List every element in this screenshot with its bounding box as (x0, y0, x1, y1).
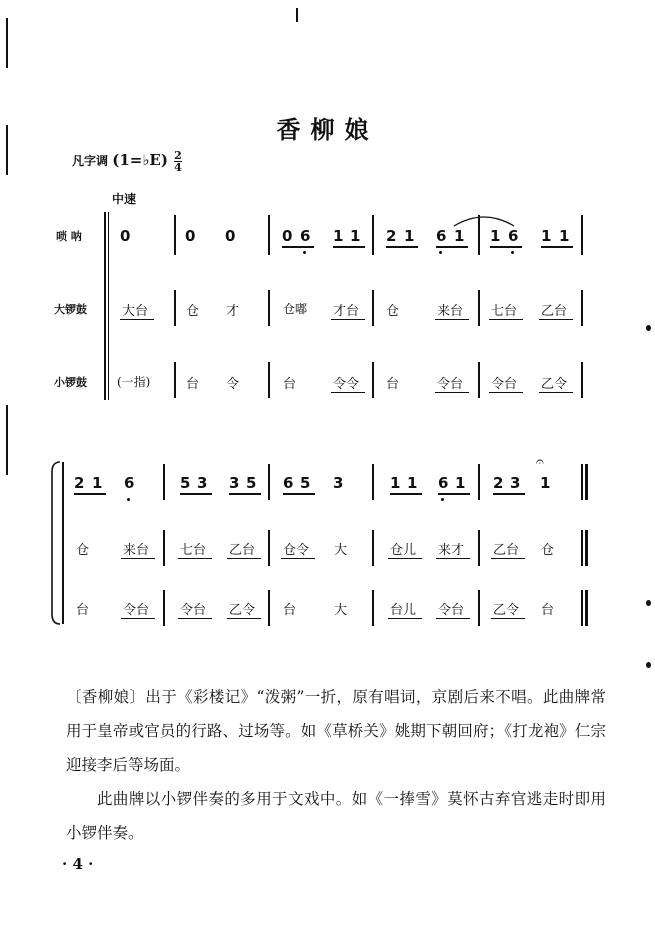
daluo-syllable: 来才 (438, 543, 465, 558)
beam (388, 618, 422, 619)
daluo-syllable: 仓令 (283, 543, 310, 558)
note: 1 (390, 474, 401, 492)
barline (268, 530, 270, 566)
note: 1 (333, 227, 344, 245)
barline (372, 290, 374, 326)
beam (180, 493, 212, 495)
system-bracket-line (62, 462, 64, 624)
beam (436, 558, 470, 559)
note: 6 (438, 474, 449, 492)
note: 5 (246, 474, 257, 492)
xiaoluo-syllable: 令台 (180, 603, 207, 618)
beam (490, 246, 522, 248)
note: 6 (508, 227, 519, 245)
xiaoluo-syllable: 台 (283, 603, 297, 618)
beam (178, 558, 212, 559)
fermata-icon: 𝄐 (536, 454, 544, 470)
daluo-syllable: 乙台 (229, 543, 256, 558)
final-barline-thin (581, 530, 583, 566)
daluo-syllable: 大台 (122, 304, 149, 319)
xiaoluo-syllable: 乙令 (229, 603, 256, 618)
beam (282, 246, 314, 248)
daluo-syllable: 仓嘟 (283, 302, 308, 316)
label-daluo: 大锣鼓 (54, 303, 87, 316)
system-bracket-line (108, 212, 109, 400)
barline (174, 290, 176, 326)
beam (281, 558, 315, 559)
time-signature (174, 150, 182, 173)
note: 0 (282, 227, 293, 245)
barline (478, 464, 480, 500)
note: 1 (455, 474, 466, 492)
low-octave-dot (303, 251, 306, 254)
key-paren-open: ( (112, 151, 120, 169)
barline (268, 590, 270, 626)
beam (493, 493, 525, 495)
beam (121, 618, 155, 619)
daluo-syllable: 大 (334, 543, 348, 558)
note: 1 (490, 227, 501, 245)
barline (478, 530, 480, 566)
beam (539, 319, 573, 320)
low-octave-dot (127, 498, 130, 501)
label-suona: 唢 呐 (56, 230, 82, 243)
note: 6 (124, 474, 135, 492)
xiaoluo-syllable: 乙令 (541, 377, 568, 392)
beam (388, 558, 422, 559)
xiaoluo-syllable: 令台 (491, 377, 518, 392)
xiaoluo-syllable: 令台 (123, 603, 150, 618)
slur (452, 212, 516, 228)
beam (331, 392, 365, 393)
xiaoluo-syllable: 大 (334, 603, 348, 618)
note: 3 (333, 474, 344, 492)
scan-mark (646, 600, 651, 606)
daluo-syllable: 七台 (180, 543, 207, 558)
daluo-syllable: 才 (226, 304, 240, 319)
beam (333, 246, 365, 248)
barline (372, 590, 374, 626)
system-brace (50, 460, 62, 626)
key-signature (72, 150, 182, 173)
xiaoluo-syllable: 台儿 (390, 603, 417, 618)
low-octave-dot (511, 251, 514, 254)
note: 1 (404, 227, 415, 245)
xiaoluo-syllable: (一指) (117, 375, 151, 389)
note: 2 (493, 474, 504, 492)
daluo-syllable: 仓 (76, 543, 90, 558)
barline (163, 464, 165, 500)
barline (372, 215, 374, 255)
barline (268, 464, 270, 500)
beam (435, 319, 469, 320)
beam (121, 558, 155, 559)
beam (331, 319, 365, 320)
note: 6 (283, 474, 294, 492)
note: 6 (436, 227, 447, 245)
daluo-syllable: 仓 (541, 543, 555, 558)
beam (227, 618, 261, 619)
tempo-marking: 中速 (112, 192, 137, 206)
barline (268, 290, 270, 326)
beam (491, 558, 525, 559)
beam (227, 558, 261, 559)
note: 1 (350, 227, 361, 245)
daluo-syllable: 仓儿 (390, 543, 417, 558)
note: 3 (229, 474, 240, 492)
scan-mark (6, 18, 8, 68)
note: 1 (541, 227, 552, 245)
xiaoluo-syllable: 台 (283, 377, 297, 392)
note: 1 (559, 227, 570, 245)
barline (174, 215, 176, 255)
key-text: 1=♭E (119, 151, 161, 169)
beam (438, 493, 470, 495)
note: 0 (120, 227, 131, 245)
daluo-syllable: 乙台 (541, 304, 568, 319)
final-barline-thick (585, 530, 588, 566)
page-number: · 4 · (62, 855, 94, 873)
system-bracket-line (104, 212, 106, 400)
barline (372, 362, 374, 398)
beam (74, 493, 106, 495)
description-paragraph: 〔香柳娘〕出于《彩楼记》“泼粥”一折，原有唱词，京剧后来不唱。此曲牌常用于皇帝或官员的行路、过场等。如《草桥关》姚期下朝回府；《打龙袍》仁宗迎接李后等场面。 (66, 688, 606, 774)
barline (581, 290, 583, 326)
note: 5 (180, 474, 191, 492)
key-paren-close: ) (160, 151, 168, 169)
barline (478, 290, 480, 326)
beam (436, 246, 468, 248)
beam (539, 392, 573, 393)
note: 0 (185, 227, 196, 245)
daluo-syllable: 才台 (333, 304, 360, 319)
daluo-syllable: 仓 (186, 304, 200, 319)
time-denominator: 4 (174, 161, 182, 174)
barline (268, 362, 270, 398)
daluo-syllable: 来台 (437, 304, 464, 319)
beam (178, 618, 212, 619)
daluo-syllable: 来台 (123, 543, 150, 558)
note: 3 (197, 474, 208, 492)
beam (541, 246, 573, 248)
beam (229, 493, 261, 495)
low-octave-dot (439, 251, 442, 254)
xiaoluo-syllable: 台 (76, 603, 90, 618)
barline (372, 530, 374, 566)
note: 1 (92, 474, 103, 492)
barline (581, 215, 583, 255)
note: 2 (386, 227, 397, 245)
scan-mark (6, 125, 8, 175)
final-barline-thick (585, 590, 588, 626)
beam (390, 493, 422, 495)
scan-mark (646, 325, 651, 331)
barline (163, 530, 165, 566)
xiaoluo-syllable: 令令 (333, 377, 360, 392)
low-octave-dot (441, 498, 444, 501)
piece-title: 香柳娘 (276, 115, 379, 144)
note: 1 (454, 227, 465, 245)
daluo-syllable: 七台 (491, 304, 518, 319)
xiaoluo-syllable: 令台 (437, 377, 464, 392)
beam (386, 246, 418, 248)
barline (478, 590, 480, 626)
barline (478, 362, 480, 398)
xiaoluo-syllable: 令 (226, 377, 240, 392)
note: 1 (540, 474, 551, 492)
beam (489, 319, 523, 320)
beam (283, 493, 315, 495)
final-barline-thin (581, 464, 583, 500)
daluo-syllable: 乙台 (493, 543, 520, 558)
note: 3 (510, 474, 521, 492)
note: 6 (300, 227, 311, 245)
beam (436, 618, 470, 619)
beam (435, 392, 469, 393)
note: 0 (225, 227, 236, 245)
xiaoluo-syllable: 令台 (438, 603, 465, 618)
final-barline-thin (581, 590, 583, 626)
scan-mark (6, 405, 8, 475)
xiaoluo-syllable: 乙令 (493, 603, 520, 618)
xiaoluo-syllable: 台 (386, 377, 400, 392)
note: 2 (74, 474, 85, 492)
scan-mark (296, 8, 298, 22)
time-numerator: 2 (174, 149, 182, 162)
note: 1 (407, 474, 418, 492)
barline (174, 362, 176, 398)
xiaoluo-syllable: 台 (186, 377, 200, 392)
xiaoluo-syllable: 台 (541, 603, 555, 618)
daluo-syllable: 仓 (386, 304, 400, 319)
beam (120, 319, 154, 320)
beam (489, 392, 523, 393)
note: 5 (300, 474, 311, 492)
final-barline-thick (585, 464, 588, 500)
label-xiaoluo: 小锣鼓 (54, 376, 87, 389)
barline (581, 362, 583, 398)
beam (491, 618, 525, 619)
scan-mark (646, 662, 651, 668)
description-paragraph: 此曲牌以小锣伴奏的多用于文戏中。如《一捧雪》莫怀古弃官逃走时即用小锣伴奏。 (66, 790, 606, 842)
barline (372, 464, 374, 500)
mode-label: 凡字调 (72, 154, 109, 168)
barline (163, 590, 165, 626)
barline (268, 215, 270, 255)
